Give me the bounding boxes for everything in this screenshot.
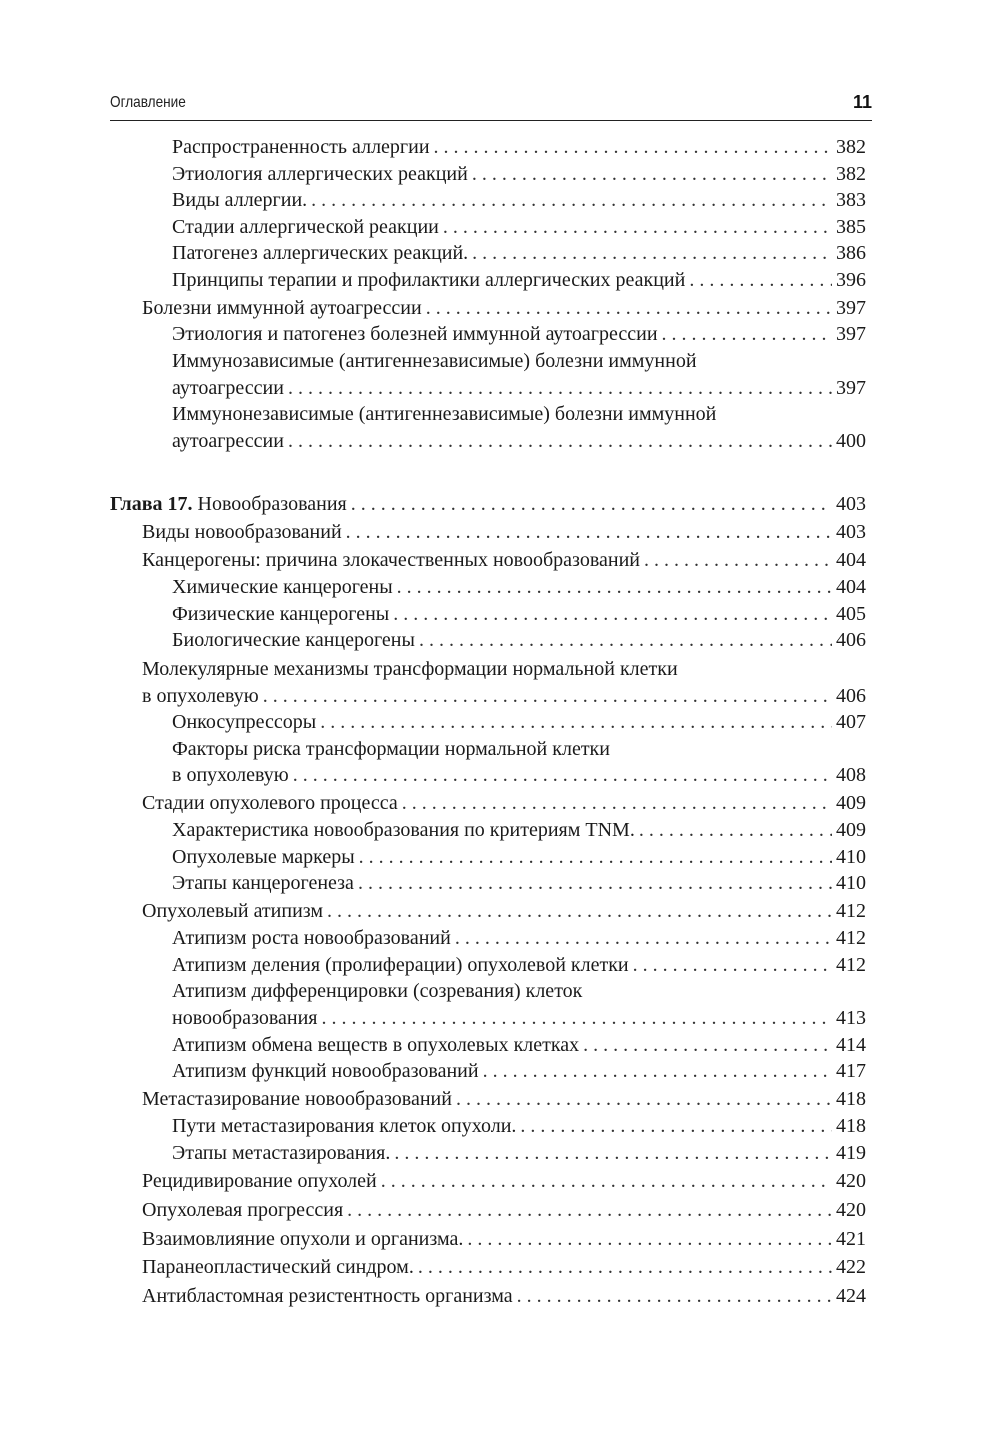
toc-entry-title: Опухолевый атипизм [142, 900, 324, 922]
toc-entry-title: новообразования [172, 1007, 318, 1029]
dot-leader [263, 683, 832, 709]
toc-page-number: 421 [836, 1228, 866, 1250]
toc-entry-title: Этиология и патогенез болезней иммунной аутоагрессии [172, 323, 658, 345]
toc-entry[interactable] [172, 574, 866, 600]
toc-entry-title: Рецидивирование опухолей [142, 1170, 377, 1192]
toc-entry-title: Этапы канцерогенеза [172, 872, 354, 894]
toc-entry[interactable] [172, 375, 866, 401]
toc-page-number: 424 [836, 1285, 866, 1307]
toc-entry[interactable] [172, 267, 866, 293]
toc-entry-title: Стадии опухолевого процесса [142, 792, 398, 814]
toc-entry[interactable] [172, 817, 866, 843]
toc-entry-title: Патогенез аллергических реакций. [172, 242, 469, 264]
toc-entry[interactable] [110, 491, 866, 517]
toc-page-number: 407 [836, 711, 866, 733]
dot-leader [639, 817, 832, 843]
toc-page-number: 403 [836, 493, 866, 515]
running-header [110, 92, 872, 121]
dot-leader [397, 574, 832, 600]
toc-entry[interactable] [172, 844, 866, 870]
dot-leader [320, 709, 832, 735]
toc-entry-title: в опухолевую [142, 685, 259, 707]
dot-leader [426, 295, 832, 321]
toc-page-number: 420 [836, 1199, 866, 1221]
toc-entry[interactable] [172, 627, 866, 653]
toc-entry-title: аутоагрессии [172, 430, 284, 452]
toc-entry-title: Этапы метастазирования. [172, 1142, 391, 1164]
toc-entry-title: аутоагрессии [172, 377, 284, 399]
toc-page-number: 382 [836, 163, 866, 185]
toc-entry-title-line: Иммунозависимые (антигеннезависимые) болезни иммунной [172, 350, 697, 372]
toc-entry[interactable] [142, 1254, 866, 1280]
toc-entry[interactable] [142, 1168, 866, 1194]
toc-entry[interactable] [172, 1058, 866, 1084]
toc-entry-title: Онкосупрессоры [172, 711, 317, 733]
toc-page-number: 397 [836, 297, 866, 319]
chapter-title: Новообразования [197, 493, 347, 515]
toc-page-number: 418 [836, 1088, 866, 1110]
toc-entry[interactable] [172, 1140, 866, 1166]
toc-entry[interactable] [142, 1283, 866, 1309]
toc-entry[interactable] [172, 870, 866, 896]
toc-entry[interactable] [172, 161, 866, 187]
toc-page-number: 386 [836, 242, 866, 264]
toc-entry-title: Атипизм функций новообразований [172, 1060, 479, 1082]
toc-page-number: 420 [836, 1170, 866, 1192]
toc-entry[interactable] [142, 898, 866, 924]
dot-leader [483, 1058, 832, 1084]
toc-entry-title: Характеристика новообразования по критериям TNM. [172, 819, 635, 841]
dot-leader [327, 898, 832, 924]
toc-entry-title: Этиология аллергических реакций [172, 163, 468, 185]
toc-entry-title-line: Молекулярные механизмы трансформации нормальной клетки [142, 658, 678, 680]
toc-entry[interactable] [142, 1226, 866, 1252]
dot-leader [311, 187, 832, 213]
toc-entry-title-line: Иммунонезависимые (антигеннезависимые) болезни иммунной [172, 403, 717, 425]
dot-leader [351, 491, 832, 517]
toc-entry-title: Опухолевая прогрессия [142, 1199, 344, 1221]
toc-entry-title: Физические канцерогены [172, 603, 390, 625]
toc-page-number: 412 [836, 954, 866, 976]
toc-entry-title: Химические канцерогены [172, 576, 393, 598]
toc-page-number: 383 [836, 189, 866, 211]
toc-page-number: 413 [836, 1007, 866, 1029]
toc-page-number: 409 [836, 792, 866, 814]
dot-leader [346, 519, 832, 545]
toc-entry-title: Виды новообразований [142, 521, 342, 543]
dot-leader [689, 267, 832, 293]
toc-entry-title: Распространенность аллергии [172, 136, 430, 158]
toc-entry[interactable] [172, 240, 866, 266]
toc-page-number: 405 [836, 603, 866, 625]
toc-entry[interactable] [172, 762, 866, 788]
toc-entry-title: Паранеопластический синдром. [142, 1256, 414, 1278]
toc-entry[interactable] [172, 214, 866, 240]
toc-page-number: 403 [836, 521, 866, 543]
toc-page-number: 419 [836, 1142, 866, 1164]
toc-entry[interactable] [172, 187, 866, 213]
dot-leader [393, 601, 832, 627]
toc-page-number: 409 [836, 819, 866, 841]
toc-entry[interactable] [142, 547, 866, 573]
dot-leader [662, 321, 832, 347]
dot-leader [381, 1168, 832, 1194]
dot-leader [288, 375, 832, 401]
toc-page-number: 404 [836, 576, 866, 598]
toc-entry-title: Болезни иммунной аутоагрессии [142, 297, 422, 319]
dot-leader [293, 762, 832, 788]
toc-entry-title: Атипизм обмена веществ в опухолевых клетках [172, 1034, 580, 1056]
toc-entry-title: Атипизм роста новообразований [172, 927, 451, 949]
page-number: 11 [852, 92, 872, 112]
dot-leader [633, 952, 832, 978]
toc-entry-title-line: Атипизм дифференцировки (созревания) клеток [172, 980, 583, 1002]
toc-entry[interactable] [172, 709, 866, 735]
toc-entry[interactable] [172, 321, 866, 347]
toc-entry[interactable] [142, 1197, 866, 1223]
dot-leader [455, 925, 832, 951]
running-header-title: Оглавление [110, 94, 186, 111]
dot-leader [583, 1032, 832, 1058]
toc-page-number: 406 [836, 685, 866, 707]
toc-entry[interactable] [172, 925, 866, 951]
dot-leader [358, 870, 832, 896]
toc-entry-title: Пути метастазирования клеток опухоли. [172, 1115, 517, 1137]
toc-page-number: 400 [836, 430, 866, 452]
toc-entry[interactable] [142, 295, 866, 321]
dot-leader [288, 428, 832, 454]
toc-entry-title: Виды аллергии. [172, 189, 308, 211]
toc-page-number: 410 [836, 846, 866, 868]
toc-entry[interactable] [142, 790, 866, 816]
toc-entry[interactable] [172, 601, 866, 627]
dot-leader [472, 161, 832, 187]
toc-entry[interactable] [172, 1005, 866, 1031]
toc-page-number: 422 [836, 1256, 866, 1278]
dot-leader [419, 627, 832, 653]
toc-entry[interactable] [142, 683, 866, 709]
toc-entry-title-line: Факторы риска трансформации нормальной клетки [172, 738, 610, 760]
toc-page-number: 418 [836, 1115, 866, 1137]
toc-page-number: 406 [836, 629, 866, 651]
toc-entry[interactable] [172, 952, 866, 978]
dot-leader [467, 1226, 832, 1252]
toc-entry-title: в опухолевую [172, 764, 289, 786]
toc-entry-title: Принципы терапии и профилактики аллергических реакций [172, 269, 686, 291]
toc-page-number: 412 [836, 900, 866, 922]
toc-page-number: 385 [836, 216, 866, 238]
toc-page-number: 412 [836, 927, 866, 949]
toc-entry-title: Канцерогены: причина злокачественных новообразований [142, 549, 640, 571]
toc-entry[interactable] [172, 1113, 866, 1139]
toc-entry[interactable] [142, 1086, 866, 1112]
toc-page-number: 408 [836, 764, 866, 786]
dot-leader [359, 844, 832, 870]
dot-leader [520, 1113, 832, 1139]
toc-page-number: 417 [836, 1060, 866, 1082]
dot-leader [443, 214, 832, 240]
toc-entry-title: Метастазирование новообразований [142, 1088, 452, 1110]
dot-leader [402, 790, 832, 816]
chapter-label: Глава 17. [110, 493, 193, 515]
toc-page-number: 397 [836, 377, 866, 399]
toc-entry-title: Атипизм деления (пролиферации) опухолевой клетки [172, 954, 629, 976]
toc-page-number: 396 [836, 269, 866, 291]
dot-leader [418, 1254, 832, 1280]
toc-entry[interactable] [172, 134, 866, 160]
toc-entry-title: Опухолевые маркеры [172, 846, 355, 868]
toc-entry-title: Взаимовлияние опухоли и организма. [142, 1228, 464, 1250]
toc-page-number: 382 [836, 136, 866, 158]
toc-entry[interactable] [142, 519, 866, 545]
dot-leader [434, 134, 832, 160]
toc-page-number: 404 [836, 549, 866, 571]
dot-leader [644, 547, 832, 573]
dot-leader [517, 1283, 832, 1309]
toc-page-number: 397 [836, 323, 866, 345]
toc-entry[interactable] [172, 1032, 866, 1058]
toc-entry-title: Биологические канцерогены [172, 629, 415, 651]
dot-leader [456, 1086, 832, 1112]
dot-leader [347, 1197, 832, 1223]
dot-leader [322, 1005, 832, 1031]
toc-entry-title: Стадии аллергической реакции [172, 216, 439, 238]
toc-page-number: 414 [836, 1034, 866, 1056]
toc-entry-title: Антибластомная резистентность организма [142, 1285, 513, 1307]
dot-leader [394, 1140, 832, 1166]
dot-leader [472, 240, 832, 266]
toc-entry[interactable] [172, 428, 866, 454]
toc-page-number: 410 [836, 872, 866, 894]
toc-entry-title [110, 491, 347, 517]
